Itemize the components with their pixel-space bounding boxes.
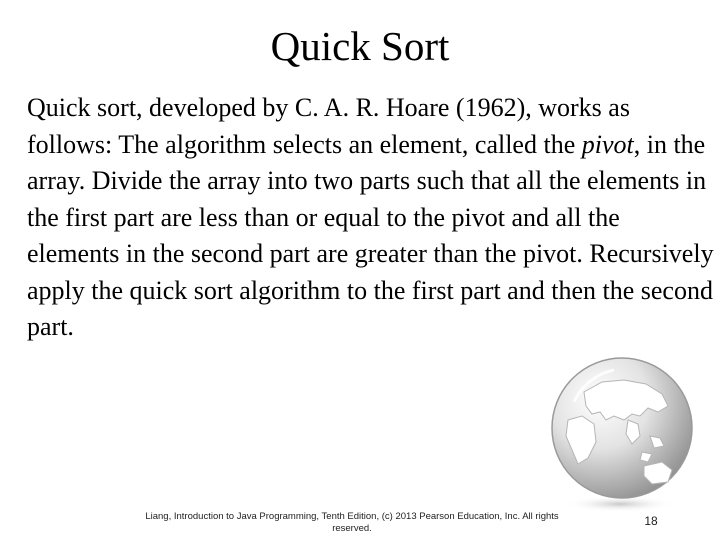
body-text-part-2: , in the array. Divide the array into two parts such that all the elements in the first part are less than or equal to the pivot and all the elements in the second part are greater than the pivot. Recursively apply the quick sort algorithm to the first part and then the second part. bbox=[27, 129, 714, 341]
slide-body-text bbox=[27, 90, 717, 346]
slide-footer: Liang, Introduction to Java Programming, Tenth Edition, (c) 2013 Pearson Education, Inc. All rights reserved. bbox=[145, 511, 559, 534]
page-number: 18 bbox=[644, 514, 658, 528]
body-text-part-1: Quick sort, developed by C. A. R. Hoare (1962), works as follows: The algorithm selects an element, called the bbox=[27, 93, 630, 159]
slide-title: Quick Sort bbox=[270, 23, 450, 69]
globe-icon bbox=[544, 354, 696, 514]
body-text-emphasis: pivot bbox=[581, 129, 634, 159]
